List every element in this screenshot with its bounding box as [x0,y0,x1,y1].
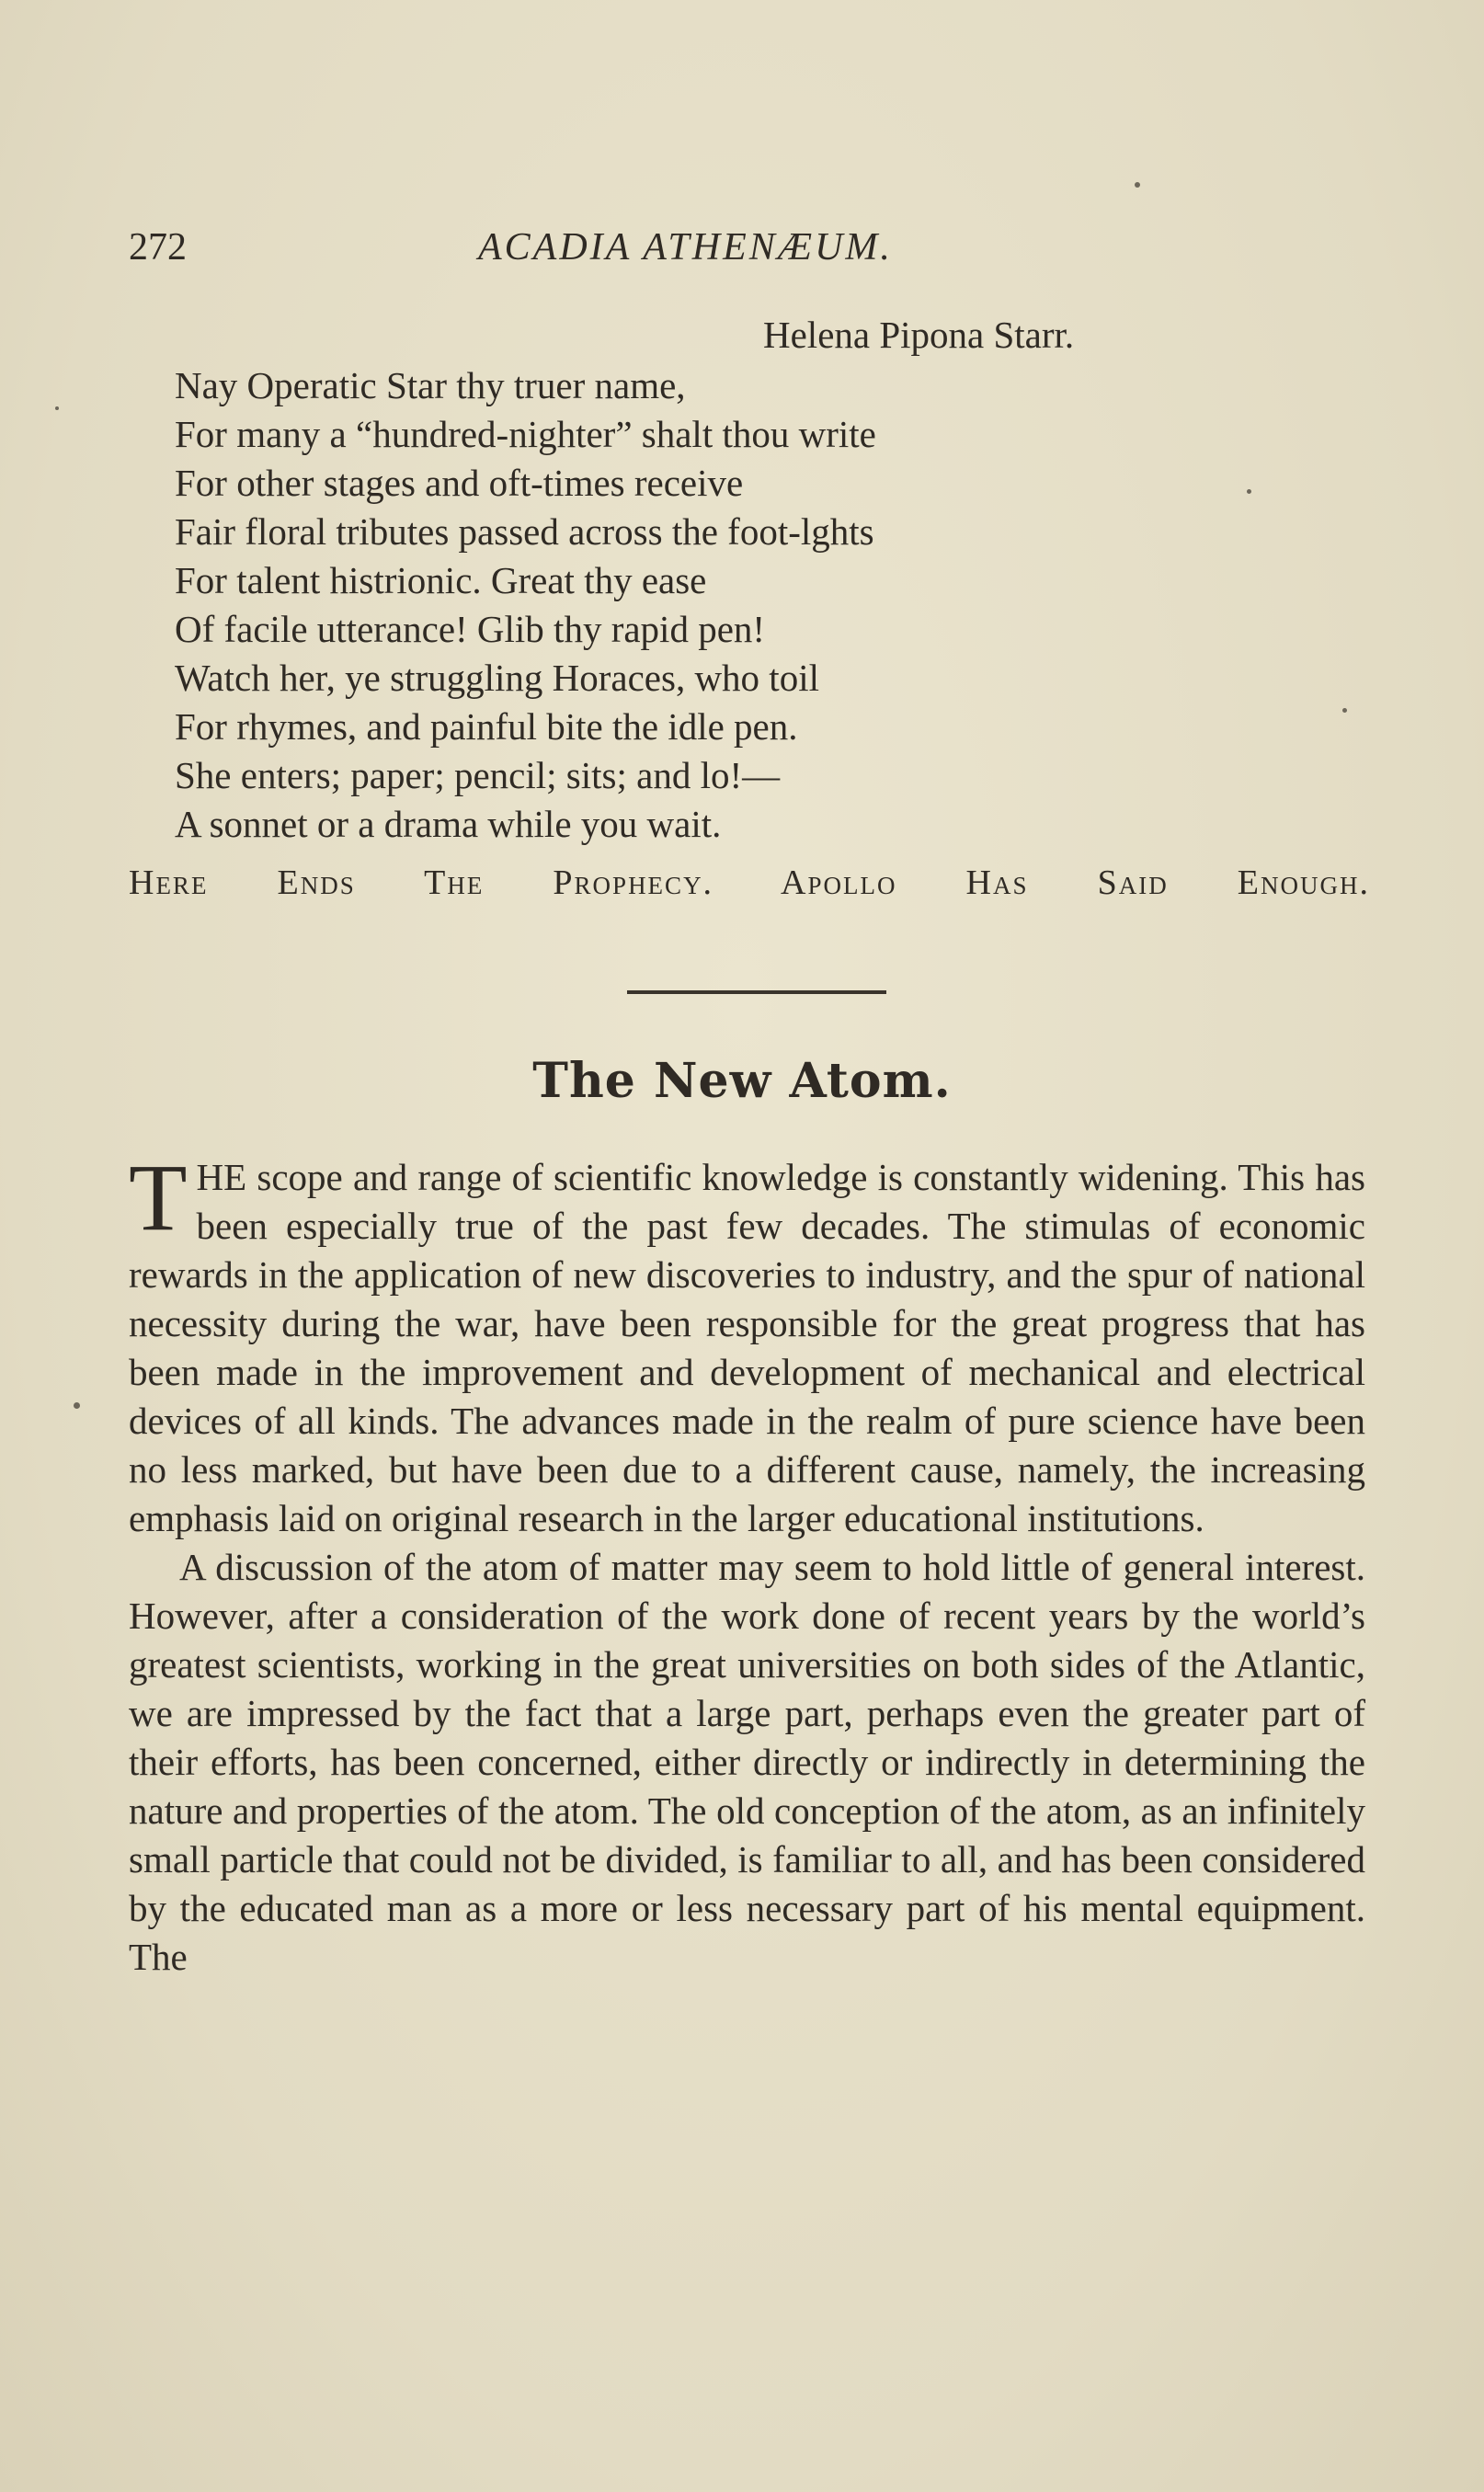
article-body [129,1145,1365,1982]
poem-line: Nay Operatic Star thy truer name, [175,364,686,406]
ink-speck [1342,708,1347,713]
running-title: ACADIA ATHENÆUM. [478,226,893,269]
poem-line: For rhymes, and painful bite the idle pen. [175,705,798,748]
poem-line: Watch her, ye struggling Horaces, who toil [175,657,819,699]
article-paragraph: A discussion of the atom of matter may seem to hold little of general interest. However, after a consideration of the work done of recent years by the world’s greatest scientists, working in the great universities on both sides of the Atlantic, we are impressed by the fact that a large part, perhaps even the greater part of their efforts, has been concerned, either directly or indirectly in determining the nature and properties of the atom. The old conception of the atom, as an infinitely small particle that could not be divided, is familiar to all, and has been considered by the educated man as a more or less necessary part of his mental equipment. The [129,1546,1365,1978]
article-title: The New Atom. [532,1053,952,1109]
poem-line: For talent histrionic. Great thy ease [175,559,707,601]
poem-line: Fair floral tributes passed across the foot-lghts [175,510,874,553]
paragraph-text: HE scope and range of scientific knowledge is constantly widening. This has been especially true of the past few decades. The stimulas of economic rewards in the application of new discoveries to industry, and the spur of national necessity during the war, have been responsible for the great progress that has been made in the improvement and development of mechanical and electrical devices of all kinds. The advances made in the realm of pure science have been no less marked, but have been due to a different cause, namely, the increasing emphasis laid on original research in the larger educational institutions. [129,1156,1365,1539]
poem-lines [175,361,876,849]
ink-speck [55,406,59,410]
drop-cap: T [129,1145,188,1251]
ink-speck [1135,182,1140,188]
section-divider [627,990,886,994]
page-number: 272 [129,226,187,269]
article-paragraph [129,1145,1365,1543]
prophecy-closing-line: Here Ends The Prophecy. Apollo Has Said Enough. [129,863,1370,902]
ink-speck [1247,489,1251,494]
ink-speck [74,1402,80,1409]
poem-line: For many a “hundred-nighter” shalt thou write [175,413,876,455]
poem-line: Of facile utterance! Glib thy rapid pen! [175,608,766,650]
poem-line: For other stages and oft-times receive [175,462,744,504]
poem-signature: Helena Pipona Starr. [763,314,1075,356]
page-header [129,225,1361,280]
poem-line: She enters; paper; pencil; sits; and lo!— [175,754,781,796]
poem-line: A sonnet or a drama while you wait. [175,803,722,845]
